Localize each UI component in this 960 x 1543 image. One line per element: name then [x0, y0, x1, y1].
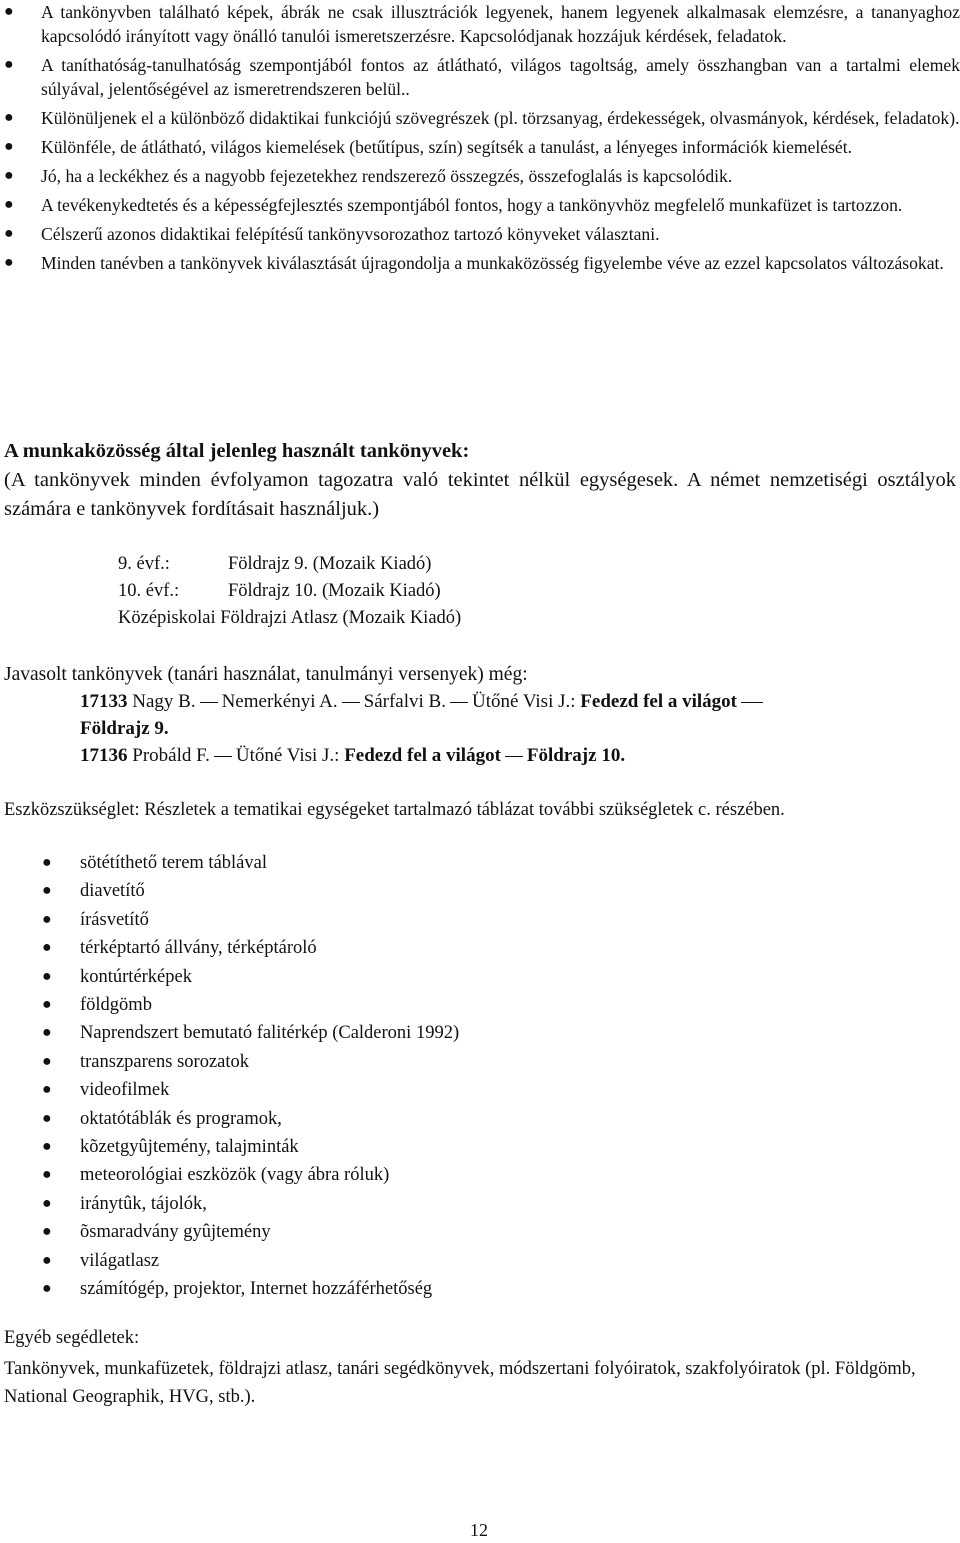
- list-item-text: földgömb: [80, 995, 152, 1016]
- book-code: 17133: [80, 691, 128, 712]
- other-resources-text: Tankönyvek, munkafüzetek, földrajzi atlasz, tanári segédkönyvek, módszertani folyóiratok, szakfolyóiratok (pl. Földgömb, National Geographik, HVG, stb.).: [4, 1359, 916, 1407]
- author: Ütőné Visi J.:: [235, 745, 340, 766]
- bullet-icon: ●: [4, 196, 14, 213]
- book-title: Fedezd fel a világot: [344, 745, 501, 766]
- textbook-list: [118, 551, 461, 632]
- list-item-text: iránytûk, tájolók,: [80, 1193, 207, 1214]
- list-item-text: Minden tanévben a tankönyvek kiválasztását újragondolja a munkaközösség figyelembe véve az ezzel kapcsolatos változásokat.: [41, 253, 944, 273]
- equipment-list: [0, 849, 459, 1304]
- bullet-icon: ●: [4, 167, 14, 184]
- author: Nemerkényi A.: [221, 691, 338, 712]
- list-item-text: írásvetítő: [80, 909, 149, 930]
- other-resources-heading: Egyéb segédletek:: [4, 1328, 140, 1348]
- list-item-text: Jó, ha a leckékhez és a nagyobb fejezetekhez rendszerező összegzés, összefoglalás is kapcsolódik.: [41, 166, 733, 186]
- bullet-icon: ●: [42, 1223, 52, 1241]
- author: Sárfalvi B.: [363, 691, 446, 712]
- recommended-heading: Javasolt tankönyvek (tanári használat, tanulmányi versenyek) még:: [4, 664, 528, 685]
- recommended-books: [80, 688, 940, 769]
- bullet-icon: ●: [42, 882, 52, 900]
- dash-separator: [214, 756, 232, 757]
- dash-separator: [200, 702, 218, 703]
- list-item: [0, 106, 960, 130]
- textbook-row: [118, 578, 461, 605]
- bullet-icon: ●: [4, 138, 14, 155]
- list-item: [0, 193, 960, 217]
- bullet-icon: ●: [42, 1024, 52, 1042]
- list-item-text: oktatótáblák és programok,: [80, 1108, 282, 1129]
- list-item: [0, 1275, 459, 1303]
- list-item-text: A taníthatóság-tanulhatóság szempontjából fontos az átlátható, világos tagoltság, amely összhangban van a tartalmi elemek súlyával, jelentőségével az ismeretrendszeren belül..: [41, 55, 960, 99]
- list-item: [0, 1190, 459, 1218]
- bullet-icon: ●: [42, 1280, 52, 1298]
- list-item-text: Célszerű azonos didaktikai felépítésű tankönyvsorozathoz tartozó könyveket választani.: [41, 224, 660, 244]
- dash-separator: [342, 702, 360, 703]
- bullet-icon: ●: [42, 996, 52, 1014]
- list-item-text: világatlasz: [80, 1250, 160, 1271]
- list-item: [0, 1048, 459, 1076]
- bullet-icon: ●: [42, 910, 52, 928]
- list-item: [0, 251, 960, 275]
- list-item: [0, 991, 459, 1019]
- author: Ütőné Visi J.:: [471, 691, 576, 712]
- bullet-icon: ●: [4, 56, 14, 73]
- book-subtitle: Földrajz 9.: [80, 718, 169, 739]
- book-title: Földrajz 9. (Mozaik Kiadó): [228, 554, 432, 574]
- author: Nagy B.: [132, 691, 196, 712]
- list-item-text: Naprendszert bemutató falitérkép (Calderoni 1992): [80, 1023, 460, 1044]
- list-item-text: sötétíthető terem táblával: [80, 853, 267, 873]
- list-item: [0, 963, 459, 991]
- list-item: [0, 1076, 459, 1104]
- list-item-text: térképtartó állvány, térképtároló: [80, 938, 317, 959]
- book-code: 17136: [80, 745, 128, 766]
- list-item: [0, 222, 960, 246]
- grade-label: 9. évf.:: [118, 554, 170, 574]
- book-subtitle: Földrajz 10.: [526, 745, 626, 766]
- list-item: [0, 0, 960, 48]
- list-item: [0, 135, 960, 159]
- list-item-text: Különüljenek el a különböző didaktikai funkciójú szövegrészek (pl. törzsanyag, érdekességek, olvasmányok, kérdések, feladatok).: [41, 108, 960, 128]
- list-item: [0, 1161, 459, 1189]
- dash-separator: [450, 702, 468, 703]
- list-item-text: diavetítő: [80, 881, 145, 902]
- grade-label: 10. évf.:: [118, 581, 180, 601]
- list-item: [0, 849, 459, 877]
- bullet-icon: ●: [4, 3, 14, 20]
- list-item-text: õsmaradvány gyûjtemény: [80, 1222, 271, 1243]
- bullet-icon: ●: [42, 1166, 52, 1184]
- bullet-icon: ●: [42, 939, 52, 957]
- bullet-icon: ●: [42, 1138, 52, 1156]
- equipment-heading: Eszközszükséglet: Részletek a tematikai egységeket tartalmazó táblázat további szükségletek c. részében.: [4, 800, 785, 820]
- list-item: [0, 906, 459, 934]
- list-item: [0, 53, 960, 101]
- bullet-icon: ●: [4, 254, 14, 271]
- recommended-book-1: [80, 688, 940, 742]
- guideline-list: [0, 0, 960, 280]
- list-item: [0, 1105, 459, 1133]
- dash-separator: [741, 702, 763, 703]
- list-item-text: kontúrtérképek: [80, 966, 192, 987]
- author: Probáld F.: [132, 745, 210, 766]
- list-item-text: A tevékenykedtetés és a képességfejlesztés szempontjából fontos, hogy a tankönyvhöz megfelelő munkafüzet is tartozzon.: [41, 195, 903, 215]
- atlas-title: Középiskolai Földrajzi Atlasz (Mozaik Kiadó): [118, 608, 462, 628]
- list-item-text: transzparens sorozatok: [80, 1051, 250, 1072]
- textbooks-note: (A tankönyvek minden évfolyamon tagozatra való tekintet nélkül egységesek. A német nemzetiségi osztályok számára e tankönyvek fordításait használjuk.): [4, 469, 956, 520]
- bullet-icon: ●: [4, 109, 14, 126]
- list-item-text: Különféle, de átlátható, világos kiemelések (betűtípus, szín) segítsék a tanulást, a lényeges információk kiemelését.: [41, 137, 853, 157]
- list-item-text: meteorológiai eszközök (vagy ábra róluk): [80, 1165, 390, 1186]
- list-item: [0, 934, 459, 962]
- list-item-text: számítógép, projektor, Internet hozzáférhetőség: [80, 1279, 433, 1300]
- textbook-row: [118, 551, 461, 578]
- list-item: [0, 164, 960, 188]
- bullet-icon: ●: [4, 225, 14, 242]
- textbooks-title: A munkaközösség által jelenleg használt tankönyvek:: [4, 440, 470, 462]
- bullet-icon: ●: [42, 967, 52, 985]
- bullet-icon: ●: [42, 1109, 52, 1127]
- dash-separator: [505, 756, 523, 757]
- bullet-icon: ●: [42, 854, 52, 871]
- list-item: [0, 877, 459, 905]
- list-item: [0, 1133, 459, 1161]
- book-title: Fedezd fel a világot: [580, 691, 737, 712]
- textbooks-heading: [4, 437, 469, 465]
- list-item-text: A tankönyvben található képek, ábrák ne csak illusztrációk legyenek, hanem legyenek alkalmasak elemzésre, a tananyaghoz kapcsolódó irányított vagy önálló tanulói ismeretszerzésre. Kapcsolódjanak hozzájuk kérdések, feladatok.: [41, 2, 960, 46]
- bullet-icon: ●: [42, 1081, 52, 1099]
- list-item-text: kõzetgyûjtemény, talajminták: [80, 1137, 299, 1158]
- bullet-icon: ●: [42, 1194, 52, 1212]
- list-item-text: videofilmek: [80, 1080, 170, 1101]
- recommended-book-2: [80, 742, 940, 769]
- list-item: [0, 1019, 459, 1047]
- bullet-icon: ●: [42, 1251, 52, 1269]
- book-title: Földrajz 10. (Mozaik Kiadó): [228, 581, 441, 601]
- bullet-icon: ●: [42, 1052, 52, 1070]
- list-item: [0, 1218, 459, 1246]
- page-number: 12: [470, 1520, 488, 1540]
- list-item: [0, 1247, 459, 1275]
